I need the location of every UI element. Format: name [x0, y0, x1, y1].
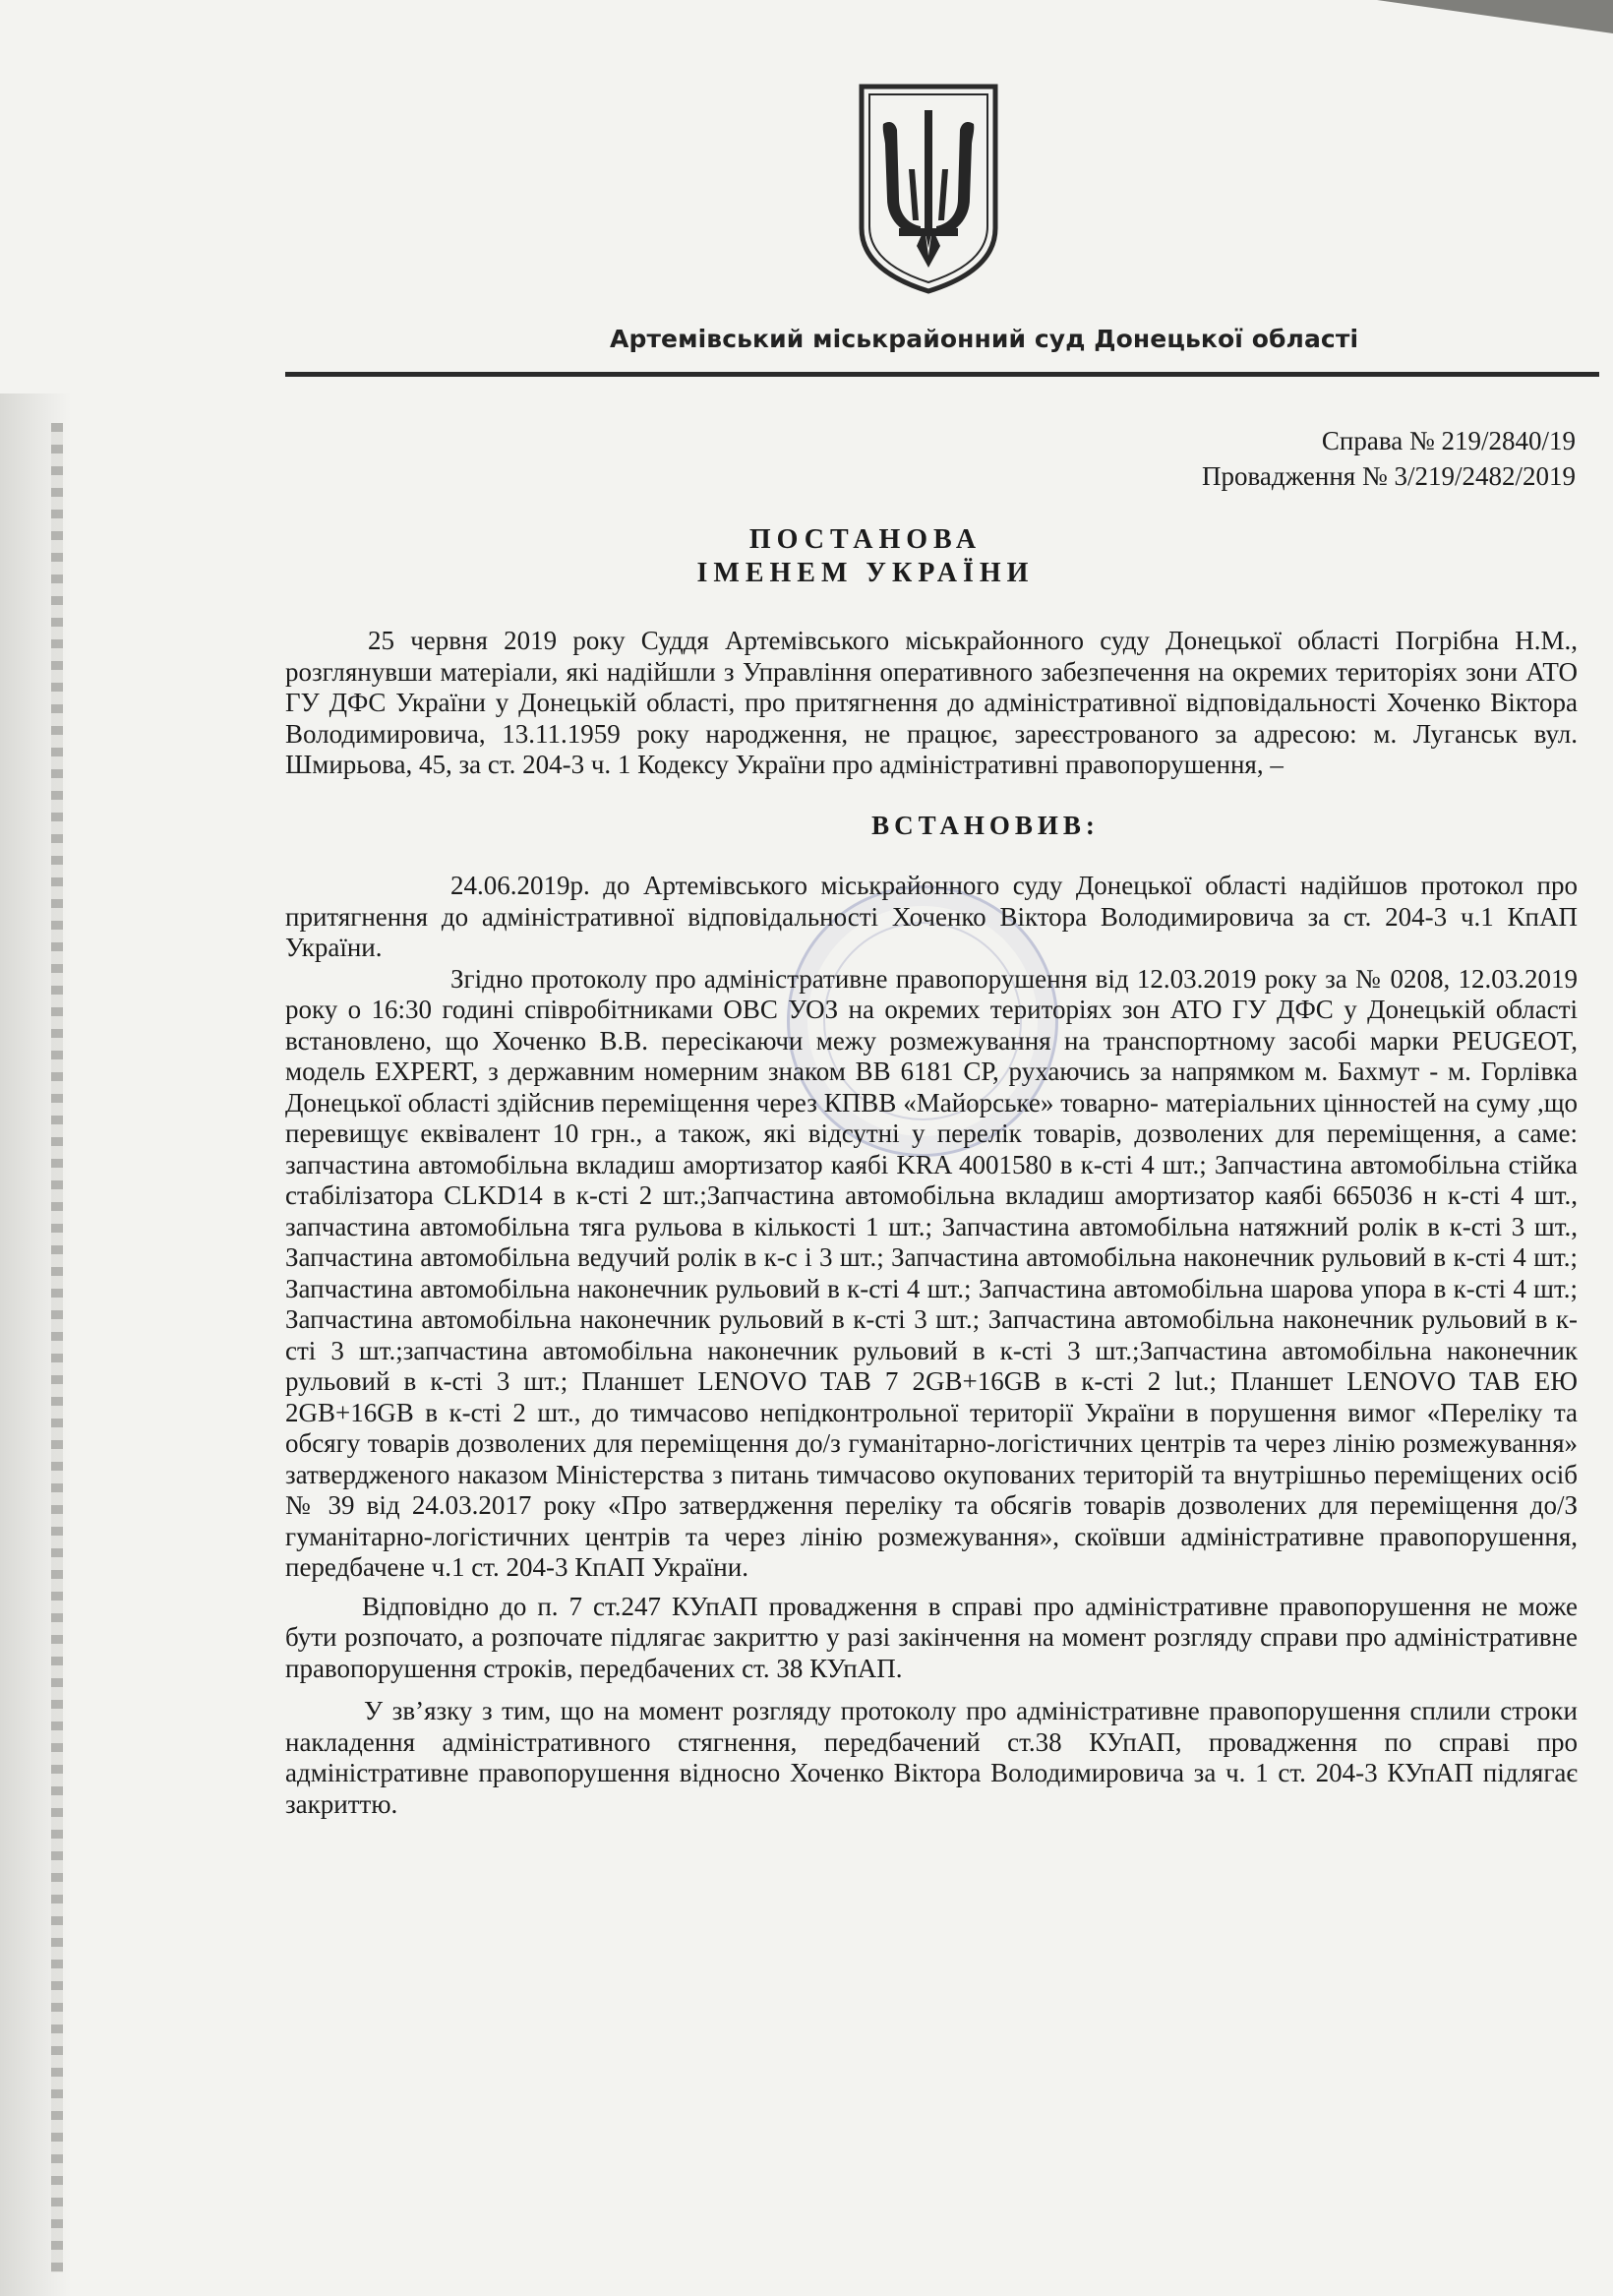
paragraph-1: 24.06.2019р. до Артемівського міськрайонного суду Донецької області надійшов протокол про притягнення до адміністративної відповідальності Хоченко Віктора Володимировича за ст. 204-3 ч.1 КпАП України.: [285, 871, 1578, 962]
case-number: Справа № 219/2840/19: [1321, 426, 1576, 455]
established-heading: ВСТАНОВИВ:: [871, 810, 1100, 840]
header-rule: [285, 372, 1599, 377]
paragraph-3: Відповідно до п. 7 ст.247 КУпАП провадження в справі про адміністративне правопорушення не може бути розпочато, а розпочате підлягає закриттю у разі закінчення на момент розгляду справи про адміністративне правопорушення строків, передбачених ст. 38 КУпАП.: [285, 1591, 1578, 1683]
title-line-1: ПОСТАНОВА: [748, 524, 983, 555]
title-line-2: ІМЕНЕМ УКРАЇНИ: [696, 558, 1035, 588]
document-body: [285, 626, 1578, 1820]
trident-coat-of-arms-icon: [856, 81, 1001, 295]
intro-paragraph: 25 червня 2019 року Суддя Артемівського міськрайонного суду Донецької області Погрібна Н.М., розглянувши матеріали, які надійшли з Управління оперативного забезпечення на окремих територіях зони АТО ГУ ДФС України у Донецькій області, про притягнення до адміністративної відповідальності Хоченко Віктора Володимировича, 13.11.1959 року народження, не працює, зареєстрованого за адресою: м. Луганськ вул. Шмирьова, 45, за ст. 204-3 ч. 1 Кодексу України про адміністративні правопорушення, –: [285, 626, 1578, 779]
binding-perforation: [51, 423, 63, 2272]
proceeding-number: Провадження № 3/219/2482/2019: [1202, 461, 1576, 491]
paragraph-2: Згідно протоколу про адміністративне правопорушення від 12.03.2019 року за № 0208, 12.03.2019 року о 16:30 годині співробітниками ОВС УОЗ на окремих територіях зон АТО ГУ ДФС у Донецькій області встановлено, що Хоченко В.В. пересікаючи межу розмежування на транспортному засобі марки PEUGEOT, модель EXPERT, з державним номерним знаком ВВ 6181 СР, рухаючись за напрямком м. Бахмут - м. Горлівка Донецької області здійснив переміщення через КПВВ «Майорське» товарно- матеріальних цінностей на суму ,що перевищує еквівалент 10 грн., а також, які відсутні у перелік товарів, дозволених для переміщення, а саме: запчастина автомобільна вкладиш амортизатор каябі KRA 4001580 в к-сті 4 шт.; Запчастина автомобільна стійка стабілізатора CLKD14 в к-сті 2 шт.;Запчастина автомобільна вкладиш амортизатор каябі 665036 н к-сті 4 шт., запчастина автомобільна тяга рульова в кількості 1 шт.; Запчастина автомобільна натяжний ролік в к-сті 3 шт., Запчастина автомобільна ведучий ролік в к-с і 3 шт.; Запчастина автомобільна наконечник рульовий в к-сті 4 шт.; Запчастина автомобільна наконечник рульовий в к-сті 4 шт.; Запчастина автомобільна шарова упора в к-сті 4 шт.; Запчастина автомобільна наконечник рульовий в к-сті 3 шт.; Запчастина автомобільна наконечник рульовий в к-сті 3 шт.;запчастина автомобільна наконечник рульовий в к-сті 3 шт.;Запчастина автомобільна наконечник рульовий в к-сті 3 шт.; Планшет LENOVO TAB 7 2GB+16GB в к-сті 2 lut.; Планшет LENOVO TAB ЕЮ 2GB+16GB в к-сті 2 шт., до тимчасово непідконтрольної території України в порушення вимог «Переліку та обсягу товарів дозволених для переміщення до/з гуманітарно-логістичних центрів та через лінію розмежування» затвердженого наказом Міністерства з питань тимчасово окупованих територій та внутрішньо переміщених осіб № 39 від 24.03.2017 року «Про затвердження переліку та обсягів товарів дозволених для переміщення до/З гуманітарно-логістичних центрів та через лінію розмежування», скоївши адміністративне правопорушення, передбачене ч.1 ст. 204-3 КпАП України.: [285, 963, 1578, 1582]
case-meta: [1202, 423, 1576, 494]
court-name: Артемівський міськрайонний суд Донецької області: [610, 325, 1359, 353]
document-title: [590, 523, 1141, 590]
paragraph-4: У зв’язку з тим, що на момент розгляду протоколу про адміністративне правопорушення сплили строки накладення адміністративного стягнення, передбачений ст.38 КУпАП, провадження по справі про адміністративне правопорушення відносно Хоченко Віктора Володимировича за ч. 1 ст. 204-3 КУпАП підлягає закриттю.: [285, 1696, 1578, 1819]
folded-corner: [1377, 0, 1613, 33]
